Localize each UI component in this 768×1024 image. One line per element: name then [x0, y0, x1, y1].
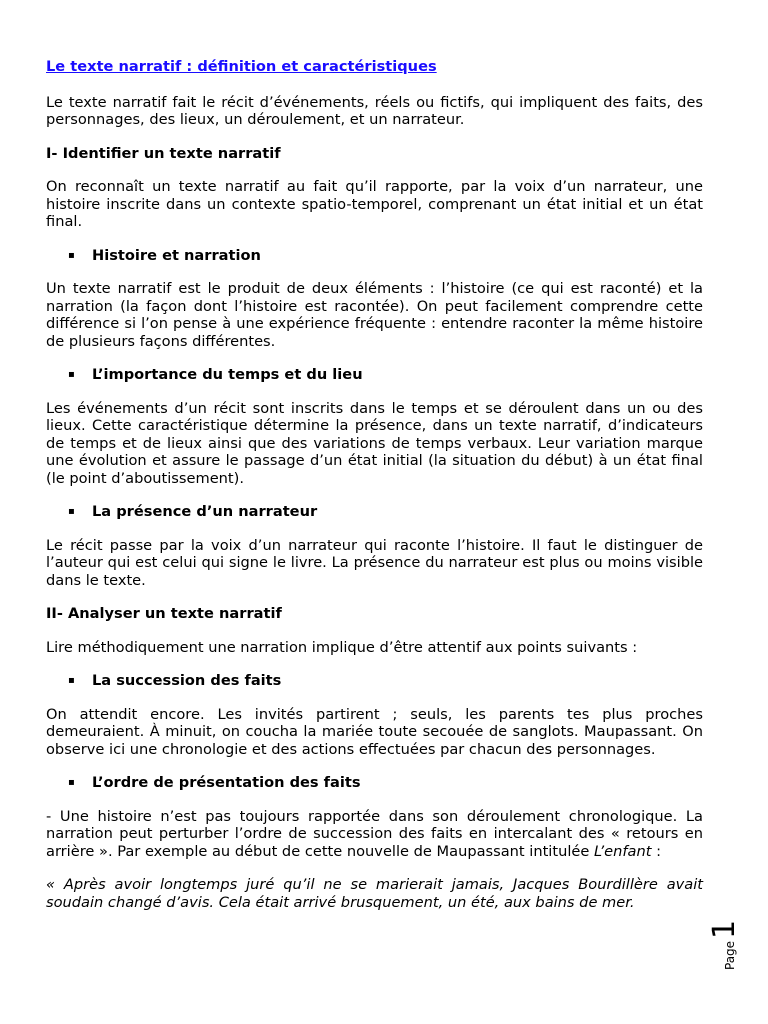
bullet-heading-narrateur [46, 503, 703, 521]
section-paragraph-analyse: Lire méthodiquement une narration implique d’être attentif aux points suivants : [46, 638, 638, 656]
quote-paragraph: « Après avoir longtemps juré qu’il ne se marierait jamais, Jacques Bourdillère avait soudain changé d’avis. Cela était arrivé brusquement, un été, aux bains de mer. [46, 876, 703, 911]
paragraph-text: - Une histoire n’est pas toujours rapportée dans son déroulement chronologique. La narration peut perturber l’ordre de succession des faits en intercalant des « retours en arrière ». Par exemple au début de cette nouvelle de Maupassant intitulée [46, 807, 703, 860]
bullet-label: Histoire et narration [92, 246, 261, 264]
bullet-paragraph-ordre [46, 808, 703, 861]
page-number-footer [707, 900, 746, 970]
novel-title: L’enfant [594, 842, 652, 860]
section-paragraph-identify: On reconnaît un texte narratif au fait qu’il rapporte, par la voix d’un narrateur, une histoire inscrite dans un contexte spatio-temporel, comprenant un état initial et un état final. [46, 178, 703, 230]
bullet-heading-ordre [46, 774, 703, 792]
bullet-label: La succession des faits [92, 672, 282, 689]
intro-paragraph: Le texte narratif fait le récit d’événements, réels ou fictifs, qui impliquent des faits, des personnages, des lieux, un déroulement, et un narrateur. [46, 93, 703, 128]
bullet-heading-succession [46, 672, 703, 690]
bullet-square-icon: ▪ [68, 675, 75, 686]
bullet-square-icon: ▪ [68, 369, 75, 380]
document-body [46, 58, 703, 927]
bullet-label: L’importance du temps et du lieu [92, 366, 363, 383]
bullet-square-icon: ▪ [68, 506, 75, 517]
paragraph-text-end: : [651, 842, 661, 860]
bullet-heading-histoire [46, 247, 703, 265]
bullet-label: La présence d’un narrateur [92, 503, 318, 520]
section-heading-analyse: II- Analyser un texte narratif [46, 605, 282, 622]
bullet-heading-temps [46, 366, 703, 384]
bullet-paragraph-narrateur: Le récit passe par la voix d’un narrateur qui raconte l’histoire. Il faut le distinguer de l’auteur qui est celui qui signe le livre. La présence du narrateur est plus ou moins visible dans le texte. [46, 536, 703, 589]
page-label: Page [723, 940, 737, 970]
bullet-label: L’ordre de présentation des faits [92, 774, 361, 791]
section-heading-identify: I- Identifier un texte narratif [46, 144, 281, 162]
bullet-paragraph-succession: On attendit encore. Les invités partirent ; seuls, les parents tes plus proches demeuraient. À minuit, on coucha la mariée toute secouée de sanglots. Maupassant. On observe ici une chronologie et des actions effectuées par chacun des personnages. [46, 705, 703, 758]
bullet-paragraph-histoire: Un texte narratif est le produit de deux éléments : l’histoire (ce qui est raconté) et la narration (la façon dont l’histoire est racontée). On peut facilement comprendre cette différence si l’on pense à une expérience fréquente : entendre raconter la même histoire de plusieurs façons différentes. [46, 280, 703, 350]
document-title-link[interactable]: Le texte narratif : définition et caractéristiques [46, 58, 437, 75]
bullet-paragraph-temps: Les événements d’un récit sont inscrits dans le temps et se déroulent dans un ou des lieux. Cette caractéristique détermine la présence, dans un texte narratif, d’indicateurs de temps et de lieux ainsi que des variations de temps verbaux. Leur variation marque une évolution et assure le passage d’un état initial (la situation du début) à un état final (le point d’aboutissement). [46, 399, 703, 487]
page-number: 1 [707, 919, 742, 939]
bullet-square-icon: ▪ [68, 249, 75, 261]
bullet-square-icon: ▪ [68, 777, 75, 788]
